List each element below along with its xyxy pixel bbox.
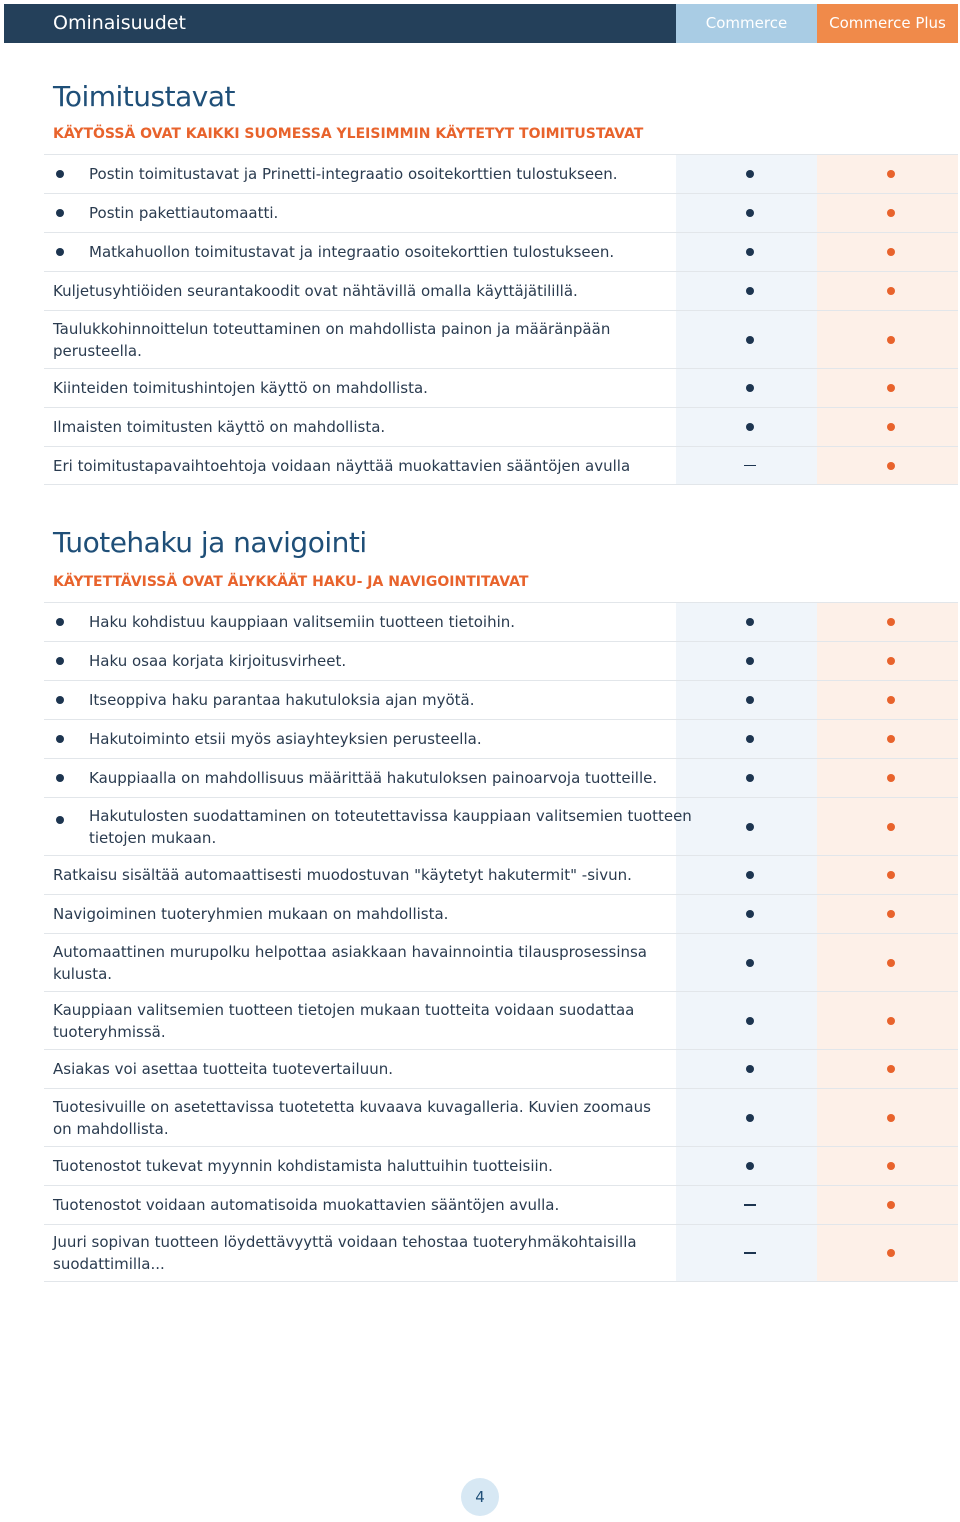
bullet-icon — [56, 657, 64, 665]
commerce-availability — [746, 661, 754, 665]
included-dot-icon — [746, 959, 754, 967]
commerce-availability — [746, 739, 754, 743]
included-dot-icon — [887, 735, 895, 743]
feature-text: Kuljetusyhtiöiden seurantakoodit ovat nähtävillä omalla käyttäjätilillä. — [53, 282, 578, 300]
not-included-dash-icon — [744, 1204, 756, 1206]
feature-text: Matkahuollon toimitustavat ja integraatio osoitekorttien tulostukseen. — [89, 243, 615, 261]
bullet-icon — [56, 618, 64, 626]
feature-text: Taulukkohinnoittelun toteuttaminen on mahdollista painon ja määränpään perusteella. — [53, 319, 611, 360]
feature-text: Navigoiminen tuoteryhmien mukaan on mahdollista. — [53, 905, 449, 923]
feature-row — [44, 719, 958, 758]
included-dot-icon — [746, 910, 754, 918]
feature-text: Ilmaisten toimitusten käyttö on mahdollista. — [53, 418, 386, 436]
commerce-availability — [746, 1118, 754, 1122]
included-dot-icon — [746, 1162, 754, 1170]
feature-row — [44, 1049, 958, 1088]
header-title: Ominaisuudet — [4, 4, 676, 43]
commerce-plus-availability — [887, 213, 895, 217]
commerce-plus-availability — [887, 388, 895, 392]
commerce-plus-availability — [887, 661, 895, 665]
included-dot-icon — [887, 1162, 895, 1170]
section-subtitle: KÄYTETTÄVISSÄ OVAT ÄLYKKÄÄT HAKU- JA NAVIGOINTITAVAT — [53, 574, 529, 590]
commerce-availability — [746, 1205, 756, 1206]
included-dot-icon — [887, 618, 895, 626]
included-dot-icon — [887, 657, 895, 665]
feature-text: Tuotenostot voidaan automatisoida muokattavien sääntöjen avulla. — [53, 1196, 560, 1214]
bullet-icon — [56, 209, 64, 217]
page-number: 4 — [461, 1478, 499, 1516]
included-dot-icon — [887, 910, 895, 918]
feature-row — [44, 271, 958, 310]
feature-text: Hakutoiminto etsii myös asiayhteyksien perusteella. — [89, 730, 482, 748]
commerce-plus-availability — [887, 291, 895, 295]
feature-row — [44, 154, 958, 193]
bullet-icon — [56, 170, 64, 178]
feature-row — [44, 797, 958, 855]
commerce-availability — [746, 427, 754, 431]
feature-text: Tuotesivuille on asetettavissa tuotetetta kuvaava kuvagalleria. Kuvien zoomaus on mahdollista. — [53, 1097, 651, 1138]
included-dot-icon — [887, 462, 895, 470]
section-title: Tuotehaku ja navigointi — [53, 526, 367, 559]
commerce-availability — [746, 700, 754, 704]
commerce-plus-availability — [887, 739, 895, 743]
commerce-availability — [746, 388, 754, 392]
included-dot-icon — [746, 336, 754, 344]
included-dot-icon — [887, 696, 895, 704]
feature-row — [44, 310, 958, 368]
commerce-availability — [746, 1166, 754, 1170]
bullet-icon — [56, 696, 64, 704]
commerce-availability — [746, 466, 756, 467]
feature-text: Itseoppiva haku parantaa hakutuloksia ajan myötä. — [89, 691, 475, 709]
included-dot-icon — [887, 287, 895, 295]
commerce-plus-availability — [887, 1069, 895, 1073]
commerce-availability — [746, 1253, 756, 1254]
included-dot-icon — [887, 1065, 895, 1073]
included-dot-icon — [746, 774, 754, 782]
feature-table-header — [4, 4, 958, 43]
feature-text: Automaattinen murupolku helpottaa asiakkaan havainnointia tilausprosessinsa kulusta. — [53, 942, 648, 983]
included-dot-icon — [746, 1065, 754, 1073]
bullet-icon — [56, 774, 64, 782]
included-dot-icon — [746, 287, 754, 295]
included-dot-icon — [887, 336, 895, 344]
commerce-availability — [746, 213, 754, 217]
column-header-commerce-plus: Commerce Plus — [817, 4, 958, 43]
feature-text: Kauppiaalla on mahdollisuus määrittää hakutuloksen painoarvoja tuotteille. — [89, 769, 658, 787]
feature-row — [44, 641, 958, 680]
bullet-icon — [56, 816, 64, 824]
included-dot-icon — [887, 170, 895, 178]
commerce-plus-availability — [887, 914, 895, 918]
commerce-availability — [746, 1069, 754, 1073]
feature-row — [44, 1146, 958, 1185]
feature-row — [44, 1224, 958, 1282]
commerce-availability — [746, 1021, 754, 1025]
feature-row — [44, 894, 958, 933]
included-dot-icon — [887, 248, 895, 256]
not-included-dash-icon — [744, 465, 756, 467]
feature-row — [44, 991, 958, 1049]
commerce-plus-availability — [887, 700, 895, 704]
not-included-dash-icon — [744, 1252, 756, 1254]
feature-text: Haku osaa korjata kirjoitusvirheet. — [89, 652, 347, 670]
commerce-plus-availability — [887, 1118, 895, 1122]
commerce-plus-availability — [887, 778, 895, 782]
included-dot-icon — [746, 170, 754, 178]
feature-row — [44, 368, 958, 407]
feature-row — [44, 602, 958, 641]
included-dot-icon — [887, 1201, 895, 1209]
feature-row — [44, 446, 958, 485]
section-subtitle: KÄYTÖSSÄ OVAT KAIKKI SUOMESSA YLEISIMMIN KÄYTETYT TOIMITUSTAVAT — [53, 126, 644, 142]
feature-text: Juuri sopivan tuotteen löydettävyyttä voidaan tehostaa tuoteryhmäkohtaisilla suodattimilla... — [53, 1233, 637, 1273]
commerce-plus-availability — [887, 252, 895, 256]
included-dot-icon — [887, 871, 895, 879]
included-dot-icon — [746, 823, 754, 831]
feature-text: Kauppiaan valitsemien tuotteen tietojen mukaan tuotteita voidaan suodattaa tuoteryhmissä. — [53, 1000, 635, 1041]
feature-text: Eri toimitustapavaihtoehtoja voidaan näyttää muokattavien sääntöjen avulla — [53, 456, 631, 475]
feature-text: Postin pakettiautomaatti. — [89, 204, 279, 222]
feature-row — [44, 680, 958, 719]
feature-text: Kiinteiden toimitushintojen käyttö on mahdollista. — [53, 379, 428, 397]
included-dot-icon — [887, 384, 895, 392]
included-dot-icon — [746, 1114, 754, 1122]
feature-text: Tuotenostot tukevat myynnin kohdistamista haluttuihin tuotteisiin. — [53, 1157, 553, 1175]
commerce-availability — [746, 340, 754, 344]
included-dot-icon — [746, 696, 754, 704]
included-dot-icon — [746, 735, 754, 743]
commerce-plus-availability — [887, 1253, 895, 1257]
included-dot-icon — [746, 871, 754, 879]
commerce-availability — [746, 914, 754, 918]
commerce-plus-availability — [887, 466, 895, 470]
commerce-availability — [746, 252, 754, 256]
commerce-plus-availability — [887, 174, 895, 178]
commerce-availability — [746, 174, 754, 178]
feature-rows — [44, 602, 958, 1282]
column-header-commerce: Commerce — [676, 4, 817, 43]
commerce-availability — [746, 778, 754, 782]
included-dot-icon — [746, 618, 754, 626]
included-dot-icon — [887, 774, 895, 782]
included-dot-icon — [746, 1017, 754, 1025]
commerce-plus-availability — [887, 827, 895, 831]
feature-row — [44, 193, 958, 232]
feature-rows — [44, 154, 958, 485]
commerce-availability — [746, 827, 754, 831]
bullet-icon — [56, 735, 64, 743]
feature-row — [44, 1185, 958, 1224]
included-dot-icon — [887, 423, 895, 431]
commerce-plus-availability — [887, 875, 895, 879]
feature-text: Hakutulosten suodattaminen on toteutettavissa kauppiaan valitsemien tuotteen tietojen mukaan. — [89, 806, 692, 847]
commerce-plus-availability — [887, 1205, 895, 1209]
commerce-plus-availability — [887, 963, 895, 967]
feature-text: Asiakas voi asettaa tuotteita tuotevertailuun. — [53, 1060, 393, 1078]
commerce-availability — [746, 875, 754, 879]
commerce-availability — [746, 291, 754, 295]
included-dot-icon — [746, 423, 754, 431]
included-dot-icon — [887, 209, 895, 217]
commerce-plus-availability — [887, 340, 895, 344]
included-dot-icon — [887, 1017, 895, 1025]
feature-row — [44, 407, 958, 446]
feature-row — [44, 933, 958, 991]
feature-text: Ratkaisu sisältää automaattisesti muodostuvan "käytetyt hakutermit" -sivun. — [53, 866, 632, 884]
commerce-availability — [746, 622, 754, 626]
included-dot-icon — [887, 1249, 895, 1257]
commerce-plus-availability — [887, 622, 895, 626]
feature-row — [44, 1088, 958, 1146]
included-dot-icon — [746, 209, 754, 217]
included-dot-icon — [746, 657, 754, 665]
feature-row — [44, 758, 958, 797]
included-dot-icon — [887, 959, 895, 967]
commerce-availability — [746, 963, 754, 967]
feature-text: Haku kohdistuu kauppiaan valitsemiin tuotteen tietoihin. — [89, 613, 516, 631]
commerce-plus-availability — [887, 427, 895, 431]
section-title: Toimitustavat — [53, 80, 235, 113]
commerce-plus-availability — [887, 1021, 895, 1025]
feature-row — [44, 855, 958, 894]
commerce-plus-availability — [887, 1166, 895, 1170]
included-dot-icon — [887, 823, 895, 831]
included-dot-icon — [746, 248, 754, 256]
included-dot-icon — [746, 384, 754, 392]
bullet-icon — [56, 248, 64, 256]
included-dot-icon — [887, 1114, 895, 1122]
feature-text: Postin toimitustavat ja Prinetti-integraatio osoitekorttien tulostukseen. — [89, 165, 618, 183]
feature-row — [44, 232, 958, 271]
